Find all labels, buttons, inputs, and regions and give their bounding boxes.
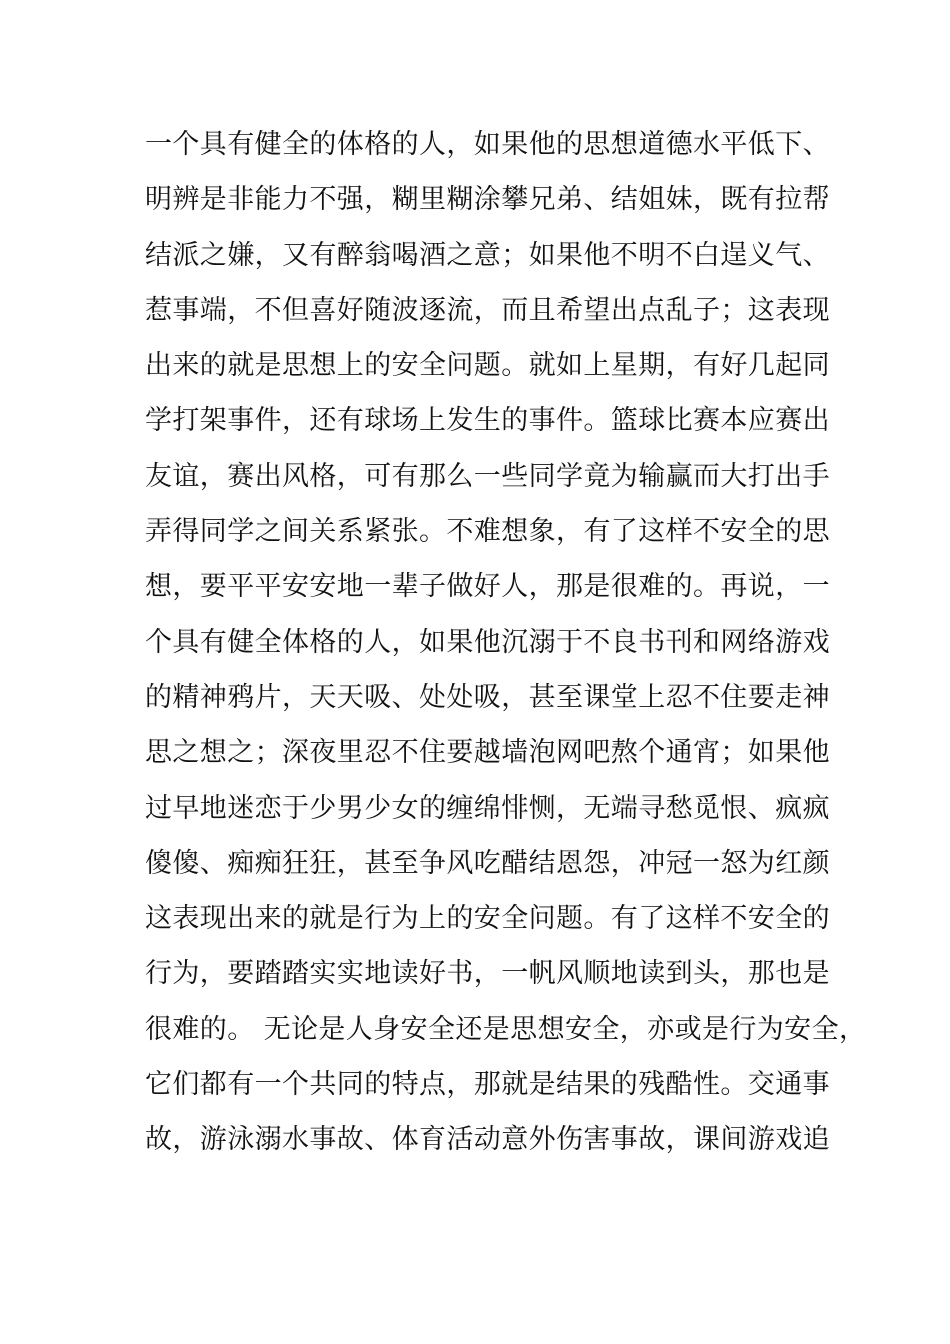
text-line: 弄得同学之间关系紧张。不难想象，有了这样不安全的思 — [145, 516, 830, 548]
text-line: 个具有健全体格的人，如果他沉溺于不良书刊和网络游戏 — [145, 626, 830, 658]
body-text — [145, 117, 867, 1168]
text-line: 明辨是非能力不强，糊里糊涂攀兄弟、结姐妹，既有拉帮 — [145, 184, 830, 216]
text-line: 很难的。 无论是人身安全还是思想安全，亦或是行为安全， — [145, 1013, 867, 1045]
text-line: 思之想之；深夜里忍不住要越墙泡网吧熬个通宵；如果他 — [145, 737, 830, 769]
text-line: 这表现出来的就是行为上的安全问题。有了这样不安全的 — [145, 903, 830, 935]
text-line: 出来的就是思想上的安全问题。就如上星期，有好几起同 — [145, 350, 830, 382]
text-line: 的精神鸦片，天天吸、处处吸，甚至课堂上忍不住要走神 — [145, 681, 830, 713]
text-line: 友谊，赛出风格，可有那么一些同学竟为输赢而大打出手 — [145, 460, 830, 492]
text-line: 一个具有健全的体格的人，如果他的思想道德水平低下、 — [145, 129, 830, 160]
text-line: 过早地迷恋于少男少女的缠绵悱恻，无端寻愁觅恨、疯疯 — [145, 792, 830, 824]
text-line: 它们都有一个共同的特点，那就是结果的残酷性。交通事 — [145, 1069, 830, 1101]
text-line: 结派之嫌，又有醉翁喝酒之意；如果他不明不白逞义气、 — [145, 239, 830, 271]
text-line: 学打架事件，还有球场上发生的事件。篮球比赛本应赛出 — [145, 405, 830, 437]
text-line: 行为，要踏踏实实地读好书，一帆风顺地读到头，那也是 — [145, 958, 830, 990]
text-line: 故，游泳溺水事故、体育活动意外伤害事故，课间游戏追 — [145, 1124, 830, 1156]
text-line: 想，要平平安安地一辈子做好人，那是很难的。再说，一 — [145, 571, 830, 603]
text-line: 傻傻、痴痴狂狂，甚至争风吃醋结恩怨，冲冠一怒为红颜 — [145, 847, 830, 879]
text-line: 惹事端，不但喜好随波逐流，而且希望出点乱子；这表现 — [145, 294, 830, 326]
